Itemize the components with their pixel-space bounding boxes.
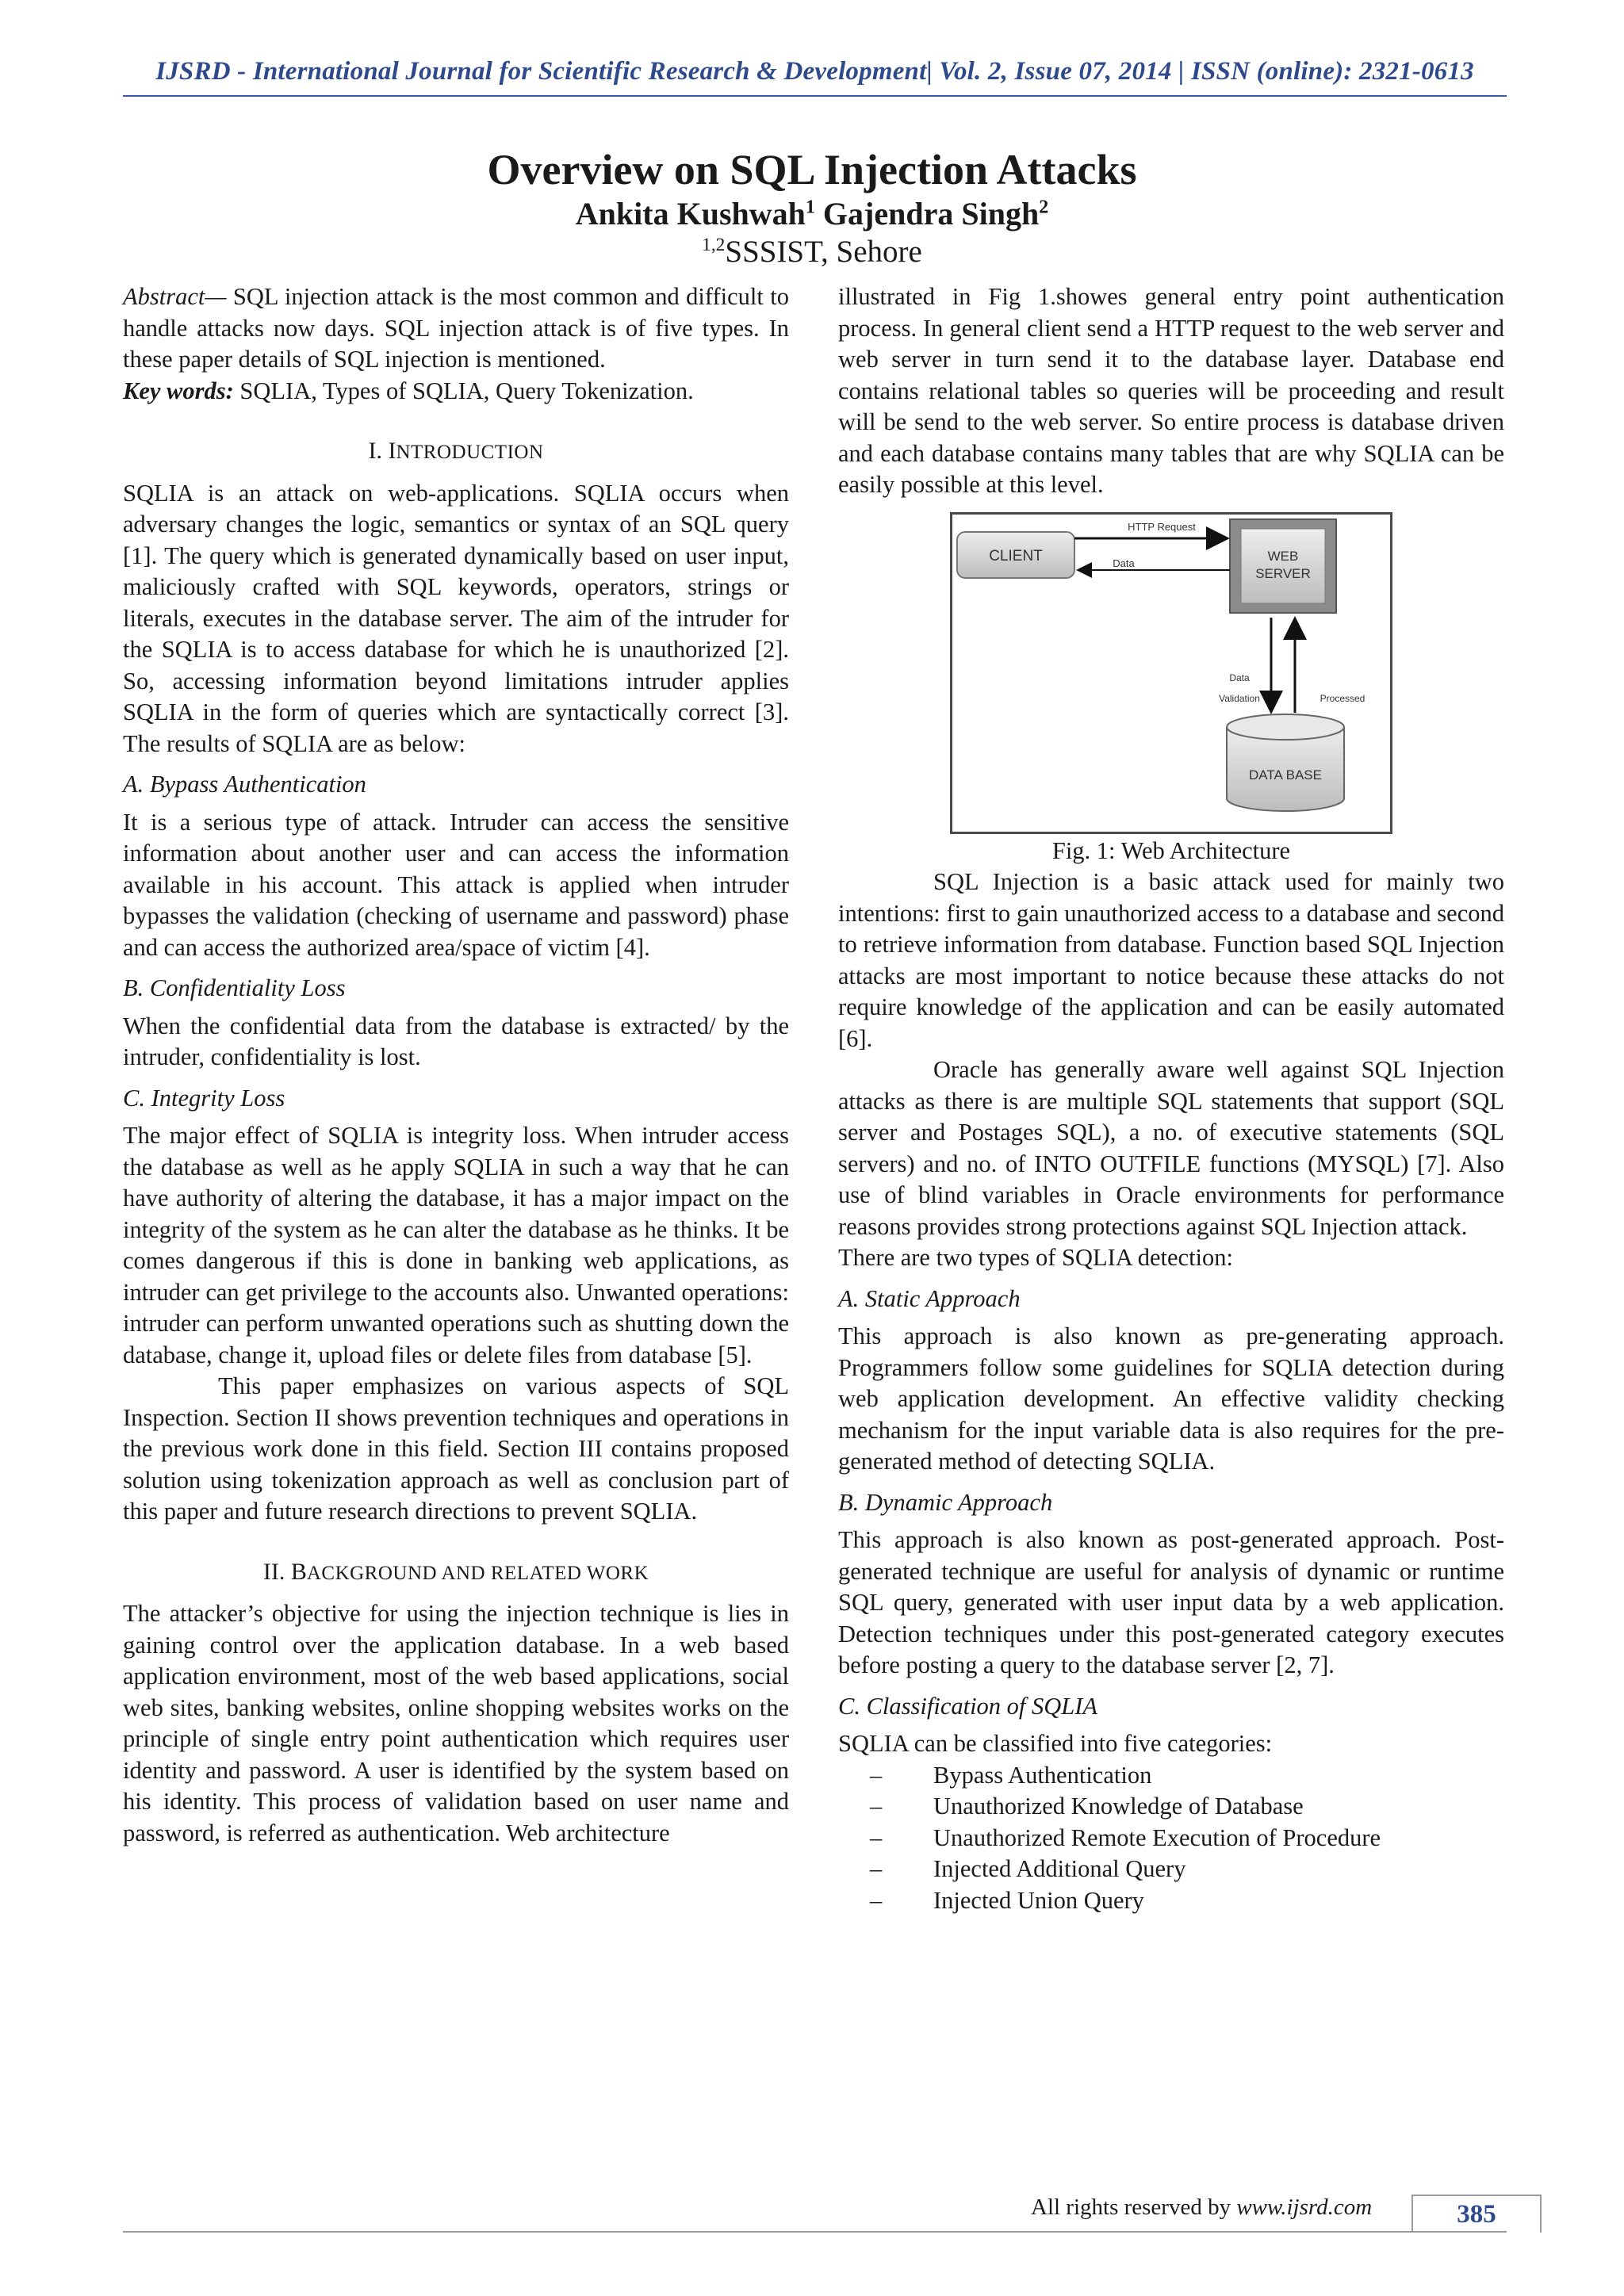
two-types-paragraph: There are two types of SQLIA detection: — [838, 1244, 1234, 1271]
list-dash: – — [870, 1761, 883, 1789]
background-paragraph: The attacker’s objective for using the injection technique is lies in gaining control over the application database. In a web based application environment, most of the web based applications, social web sites, banking websites, online shopping websites works on the principle of single entry point authentication which requires user identity and password. A user is identified by the system based on his identity. This process of validation based on user name and password, is referred as authentication. Web architecture — [123, 1600, 789, 1846]
list-item-text: Injected Additional Query — [933, 1855, 1186, 1882]
section-heading-introduction — [123, 435, 789, 469]
section-title-rest: ACKGROUND AND RELATED WORK — [306, 1562, 649, 1584]
page-number: 385 — [1411, 2195, 1542, 2233]
section-title-rest: NTRODUCTION — [396, 442, 544, 463]
section-number: II. — [262, 1558, 291, 1585]
footer-rights — [1031, 2195, 1372, 2221]
title-block — [0, 147, 1624, 270]
subheading-dynamic-approach: B. Dynamic Approach — [838, 1488, 1053, 1516]
abstract-text: SQL injection attack is the most common and difficult to handle attacks now days. SQL injection attack is of five types. In these paper details of SQL injection is mentioned. — [123, 283, 789, 373]
section-title-first: I — [388, 438, 396, 464]
left-column — [123, 281, 789, 1849]
oracle-paragraph: Oracle has generally aware well against SQL Injection attacks as there is are multiple SQL statements that support (SQL server and Postages SQL), a no. of executive statements (SQL servers) and no. of INTO OUTFILE functions (MYSQL) [7]. Also use of blind variables in Oracle environments for performance reasons provides strong protections against SQL Injection attack. — [838, 1056, 1504, 1240]
author-2-sup: 2 — [1039, 197, 1049, 219]
subheading-static-approach: A. Static Approach — [838, 1284, 1021, 1312]
list-item — [870, 1823, 1504, 1854]
validation-label: Validation — [1219, 692, 1260, 704]
list-dash: – — [870, 1823, 883, 1851]
list-item-text: Unauthorized Remote Execution of Procedure — [933, 1823, 1381, 1851]
confidentiality-paragraph: When the confidential data from the database is extracted/ by the intruder, confidentiality is lost. — [123, 1012, 789, 1070]
section-title-first: B — [290, 1558, 307, 1585]
figure-frame — [950, 512, 1392, 834]
http-request-label: HTTP Request — [1128, 520, 1196, 533]
list-item — [870, 1791, 1504, 1823]
subheading-classification: C. Classification of SQLIA — [838, 1692, 1098, 1720]
list-item-text: Injected Union Query — [933, 1886, 1144, 1914]
figure-caption: Fig. 1: Web Architecture — [1051, 836, 1291, 864]
subheading-bypass-authentication: A. Bypass Authentication — [123, 771, 366, 798]
continuation-paragraph: illustrated in Fig 1.showes general entry point authentication process. In general client send a HTTP request to the web server and web server in turn send it to the database layer. Database end contains relational tables so queries will be proceeding and result will be send to the web server. So entire process is database driven and each database contains many tables that are why SQLIA can be easily possible at this level. — [838, 283, 1504, 498]
intro-paragraph: SQLIA is an attack on web-applications. SQLIA occurs when adversary changes the logic, semantics or syntax of an SQL query [1]. The query which is generated dynamically based on user input, maliciously crafted with SQL keywords, operators, strings or literals, executes in the database server. The aim of the intruder for the SQLIA is to access database for which he is unauthorized [2]. So, accessing information beyond limitations intruder applies SQLIA in the form of queries which are syntactically correct [3]. The results of SQLIA are as below: — [123, 479, 789, 757]
data-2-label: Data — [1229, 672, 1250, 683]
keywords — [123, 376, 789, 408]
subheading-confidentiality-loss: B. Confidentiality Loss — [123, 974, 346, 1001]
footer-rights-text: All rights reserved by — [1031, 2195, 1237, 2220]
author-1-sup: 1 — [805, 197, 815, 219]
affiliation-text: SSSIST, Sehore — [725, 235, 922, 270]
list-dash: – — [870, 1855, 883, 1882]
list-item-text: Unauthorized Knowledge of Database — [933, 1793, 1304, 1820]
abstract-label: Abstract— — [123, 283, 227, 310]
abstract — [123, 281, 789, 376]
section-number: I. — [368, 438, 389, 464]
list-item-text: Bypass Authentication — [933, 1761, 1152, 1789]
figure-web-architecture — [838, 512, 1504, 867]
affiliation — [0, 235, 1624, 270]
database-label: DATA BASE — [1249, 767, 1322, 783]
subheading-integrity-loss: C. Integrity Loss — [123, 1084, 285, 1112]
right-column — [838, 281, 1504, 1916]
web-label: WEB — [1267, 548, 1299, 564]
server-label: SERVER — [1255, 565, 1311, 581]
emphasis-paragraph: This paper emphasizes on various aspects of SQL Inspection. Section II shows prevention techniques and operations in the previous work done in this field. Section III contains proposed solution using tokenization approach as well as conclusion part of this paper and future research directions to prevent SQLIA. — [123, 1372, 789, 1525]
keywords-text: SQLIA, Types of SQLIA, Query Tokenization. — [233, 377, 694, 404]
bypass-paragraph: It is a serious type of attack. Intruder can access the sensitive information about another user and can access the information available in his account. This attack is applied when intruder bypasses the validation (checking of username and password) phase and can access the authorized area/space of victim [4]. — [123, 808, 789, 961]
sql-injection-paragraph: SQL Injection is a basic attack used for mainly two intentions: first to gain unauthorized access to a database and second to retrieve information from database. Function based SQL Injection attacks are most important to notice because these attacks do not require knowledge of the application and can be easily automated [6]. — [838, 868, 1504, 1052]
processed-label: Processed — [1320, 692, 1365, 704]
authors — [0, 197, 1624, 232]
dynamic-paragraph: This approach is also known as post-generated approach. Post-generated technique are useful for analysis of dynamic or runtime SQL query, generated with user input data by a web application. Detection techniques under this post-generated category executes before posting a query to the database server [2, 7]. — [838, 1526, 1504, 1678]
affiliation-sup: 1,2 — [702, 235, 726, 256]
list-item — [870, 1854, 1504, 1885]
integrity-paragraph: The major effect of SQLIA is integrity loss. When intruder access the database as well as he apply SQLIA in such a way that he can have authority of altering the database, it has a major impact on the integrity of the system as he can alter the database as he thinks. It be comes dangerous if this is done in banking web applications, as intruder can get privilege to the accounts also. Unwanted operations: intruder can perform unwanted operations such as shutting down the database, change it, upload files or delete files from database [5]. — [123, 1122, 789, 1368]
footer-rule — [123, 2231, 1507, 2233]
list-item — [870, 1760, 1504, 1792]
keywords-label: Key words: — [123, 377, 234, 404]
client-label: CLIENT — [989, 547, 1043, 564]
category-list — [838, 1760, 1504, 1917]
classification-intro: SQLIA can be classified into five categories: — [838, 1730, 1273, 1757]
paper-title: Overview on SQL Injection Attacks — [487, 146, 1137, 193]
section-heading-background — [123, 1556, 789, 1590]
web-architecture-diagram — [952, 515, 1390, 832]
static-paragraph: This approach is also known as pre-generating approach. Programmers follow some guidelines for SQLIA detection during web application development. An effective validity checking mechanism for the input variable data is also requires for the pre-generated method of detecting SQLIA. — [838, 1322, 1504, 1475]
data-label: Data — [1113, 557, 1135, 569]
journal-header: IJSRD - International Journal for Scientific Research & Development| Vol. 2, Issue 07, 2014 | ISSN (online): 2321-0613 — [155, 57, 1474, 86]
list-dash: – — [870, 1886, 883, 1914]
footer-site-link[interactable]: www.ijsrd.com — [1236, 2195, 1373, 2220]
list-dash: – — [870, 1793, 883, 1820]
list-item — [870, 1885, 1504, 1917]
author-2: Gajendra Singh — [822, 196, 1040, 232]
header-rule — [123, 95, 1507, 97]
database-cylinder-top — [1227, 714, 1344, 740]
author-1: Ankita Kushwah — [575, 196, 806, 232]
